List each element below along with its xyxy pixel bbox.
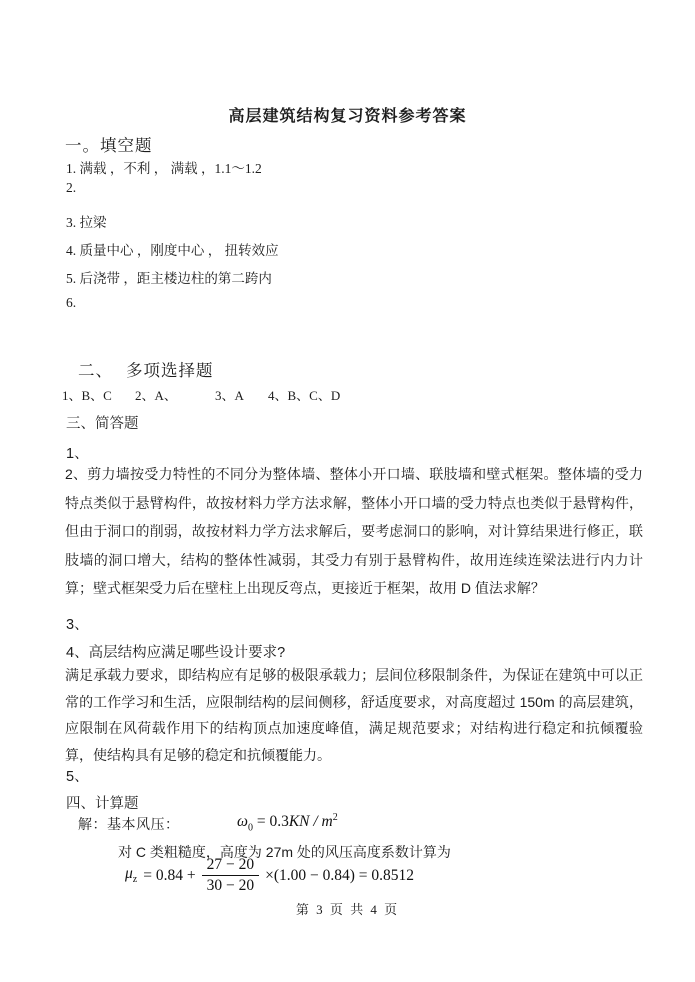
section-label: 多项选择题 [126, 362, 214, 380]
section-number: 二、 [78, 362, 113, 380]
question-number: 1、 [66, 446, 89, 462]
fill-in-item: 1. 满载 ，不利 ， 满载 ，1.1～1.2 [66, 161, 262, 176]
mc-answer: 1、B、C [62, 388, 112, 403]
mc-answer: 2、A、 [135, 388, 177, 403]
fraction-numerator: 27 − 20 [202, 856, 260, 876]
formula-height-coefficient [122, 856, 417, 895]
roughness-description: 对 C 类粗糙度，高度为 27m 处的风压高度系数计算为 [118, 844, 451, 860]
formula-lead: = 0.84 + [143, 866, 196, 884]
formula-equals: = 0.3 [252, 813, 289, 831]
fill-in-item: 4. 质量中心 ，刚度中心 ， 扭转效应 [66, 243, 279, 258]
formula-superscript: 2 [332, 812, 338, 823]
question-4: 4、高层结构应满足哪些设计要求? [66, 645, 286, 661]
fraction [202, 856, 260, 895]
question-number: 3、 [66, 617, 89, 633]
section-heading-calculation: 四、计算题 [66, 796, 139, 812]
section-heading-short-answer: 三、简答题 [66, 416, 139, 432]
omega-symbol: ω [237, 813, 248, 831]
page-number-footer: 第 3 页 共 4 页 [295, 902, 400, 917]
fill-in-item: 2. [66, 180, 77, 195]
section-heading-fill-in: 一。填空题 [65, 137, 153, 155]
fill-in-item: 5. 后浇带 ，距主楼边柱的第二跨内 [66, 271, 272, 286]
short-answer-4: 满足承载力要求，即结构应有足够的极限承载力；层间位移限制条件，为保证在建筑中可以正常的工作学习和生活，应限制结构的层间侧移，舒适度要求，对高度超过 150m 的高层建筑，应限制在风荷载作用下的结构顶点加速度峰值，满足规范要求；对结构进行稳定和抗倾覆验算，使结构具有足够的稳定和抗倾覆能力。 [65, 667, 643, 763]
page-title: 高层建筑结构复习资料参考答案 [228, 108, 467, 125]
mu-symbol: $\mu_z$ [125, 865, 138, 886]
fill-in-item: 3. 拉梁 [66, 215, 107, 230]
fraction-denominator: 30 − 20 [206, 877, 255, 894]
formula-units: KN / m [288, 813, 333, 831]
formula-tail: ×(1.00 − 0.84) = 0.8512 [265, 866, 415, 884]
mc-answer: 3、A [215, 388, 244, 403]
section-heading-multiple-choice [78, 357, 214, 381]
question-number: 5、 [66, 769, 89, 785]
fill-in-item: 6. [66, 295, 77, 310]
omega-subscript: 0 [247, 822, 253, 834]
mc-answer: 4、B、C、D [268, 388, 341, 403]
solution-label: 解：基本风压： [78, 816, 180, 832]
short-answer-2: 2、剪力墙按受力特性的不同分为整体墙、整体小开口墙、联肢墙和壁式框架。整体墙的受力特点类似于悬臂构件，故按材料力学方法求解，整体小开口墙的受力特点也类似于悬臂构件，但由于洞口的削弱，故按材料力学方法求解后，要考虑洞口的影响，对计算结果进行修正，联肢墙的洞口增大，结构的整体性减弱，其受力有别于悬臂构件，故用连续连梁法进行内力计算；壁式框架受力后在壁柱上出现反弯点，更接近于框架，故用 D 值法求解？ [65, 466, 643, 597]
formula-basic-wind-pressure [237, 812, 338, 833]
